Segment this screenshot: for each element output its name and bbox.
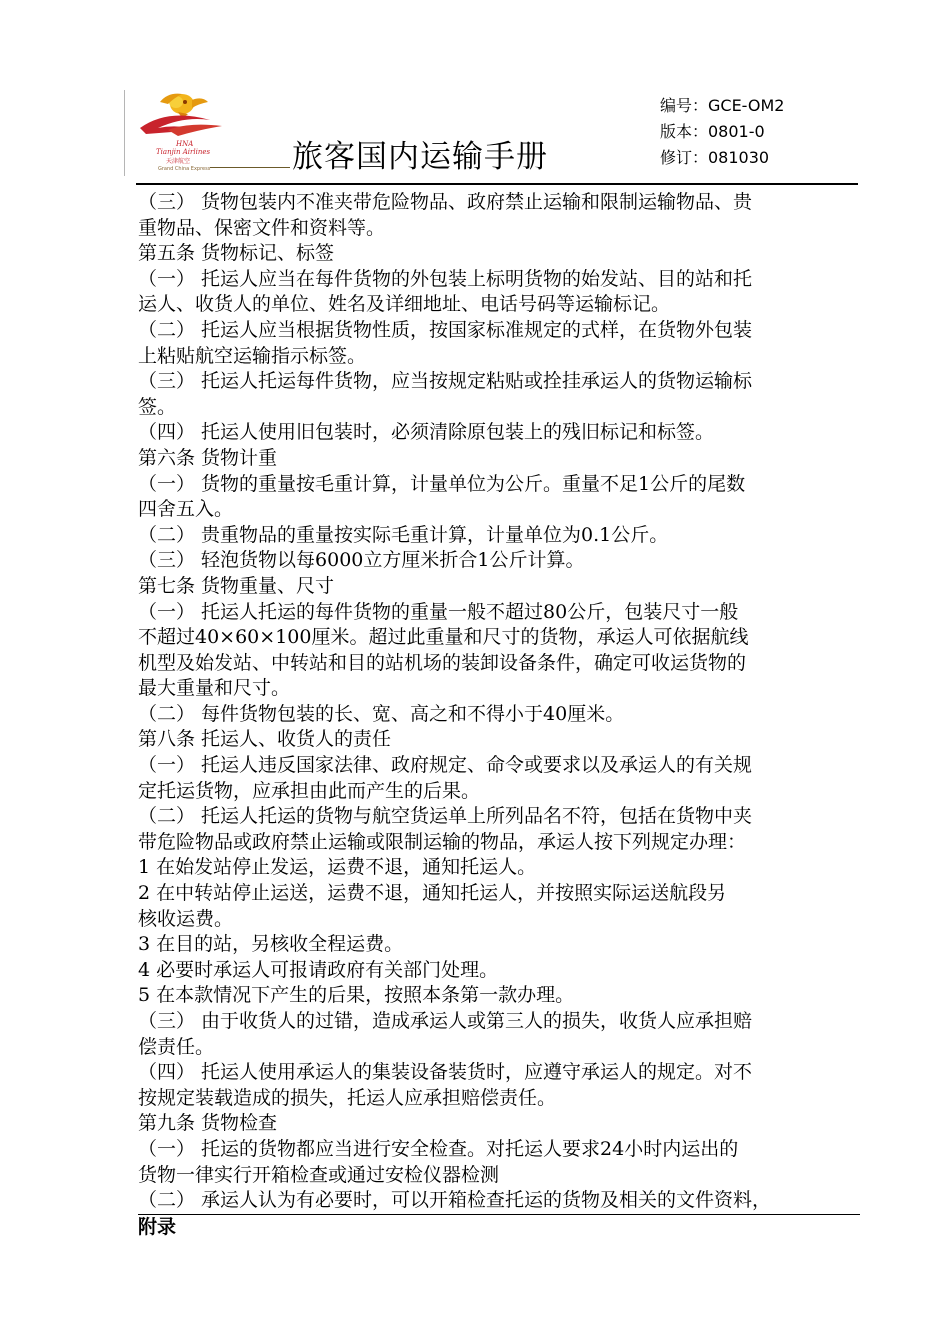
text-line: （一） 托运人托运的每件货物的重量一般不超过80公斤，包装尺寸一般 [138,600,739,623]
document-meta [660,93,784,171]
svg-text:HNA: HNA [176,140,194,148]
footer-appendix-label: 附录 [138,1216,177,1238]
text-line: 不超过40×60×100厘米。超过此重量和尺寸的货物，承运人可依据航线 [138,626,749,649]
text-line: （三） 货物包装内不准夹带危险物品、政府禁止运输和限制运输物品、贵 [138,191,753,213]
manual-title: 旅客国内运输手册 [292,139,548,175]
text-line: （三） 轻泡货物以每6000立方厘米折合1公斤计算。 [138,549,585,572]
section-heading: 第七条 货物重量、尺寸 [138,574,335,597]
text-line: 最大重量和尺寸。 [138,677,291,700]
text-line: 偿责任。 [138,1035,215,1058]
text-line: 带危险物品或政府禁止运输或限制运输的物品，承运人按下列规定办理： [138,830,747,853]
text-line: 按规定装载造成的损失，托运人应承担赔偿责任。 [138,1086,557,1109]
text-line: 四舍五入。 [138,498,234,521]
text-line: 上粘贴航空运输指示标签。 [138,344,367,367]
document-version: 版本：0801-0 [660,122,765,141]
text-line: （二） 贵重物品的重量按实际毛重计算，计量单位为0.1公斤。 [138,523,669,546]
header-divider [124,90,125,176]
text-line: 运人、收货人的单位、姓名及详细地址、电话号码等运输标记。 [138,293,671,316]
document-body [138,190,860,1215]
header-rule [136,183,858,185]
text-line: （二） 托运人应当根据货物性质，按国家标准规定的式样，在货物外包装 [138,318,753,341]
svg-text:Grand China Express: Grand China Express [158,166,211,172]
text-line: 3 在目的站，另核收全程运费。 [138,933,404,956]
text-line: 定托运货物，应承担由此而产生的后果。 [138,779,481,802]
text-line: （二） 每件货物包装的长、宽、高之和不得小于40厘米。 [138,702,625,725]
text-line: 核收运费。 [138,907,234,930]
section-heading: 第五条 货物标记、标签 [138,242,335,265]
text-line: （三） 由于收货人的过错，造成承运人或第三人的损失，收货人应承担赔 [138,1010,753,1032]
text-line: 4 必要时承运人可报请政府有关部门处理。 [138,958,499,981]
svg-text:天津航空: 天津航空 [166,158,191,165]
text-line: 签。 [138,395,177,418]
text-line: 5 在本款情况下产生的后果，按照本条第一款办理。 [138,984,575,1007]
text-line: （一） 托运的货物都应当进行安全检查。对托运人要求24小时内运出的 [138,1137,739,1160]
text-line: 重物品、保密文件和资料等。 [138,216,386,239]
text-line: （三） 托运人托运每件货物，应当按规定粘贴或拴挂承运人的货物运输标 [138,370,753,393]
text-line: （二） 托运人托运的货物与航空货运单上所列品名不符，包括在货物中夹 [138,805,753,828]
title-accent-line [210,167,290,168]
section-heading: 第六条 货物计重 [138,446,278,469]
text-line: （一） 货物的重量按毛重计算，计量单位为公斤。重量不足1公斤的尾数 [138,472,746,495]
section-heading: 第九条 货物检查 [138,1112,278,1135]
text-line: （一） 托运人违反国家法律、政府规定、命令或要求以及承运人的有关规 [138,754,753,777]
document-code: 编号：GCE-OM2 [660,96,785,115]
text-line: 机型及始发站、中转站和目的站机场的装卸设备条件，确定可收运货物的 [138,651,747,674]
document-revision: 修订：081030 [660,148,770,167]
text-line: 1 在始发站停止发运，运费不退，通知托运人。 [138,856,537,879]
text-line: （四） 托运人使用旧包装时，必须清除原包装上的残旧标记和标签。 [138,421,715,444]
text-line: 货物一律实行开箱检查或通过安检仪器检测 [138,1163,500,1186]
text-line: （四） 托运人使用承运人的集装设备装货时，应遵守承运人的规定。对不 [138,1061,753,1084]
svg-text:Tianjin Airlines: Tianjin Airlines [156,148,211,156]
section-heading: 第八条 托运人、收货人的责任 [138,728,392,751]
text-line: 2 在中转站停止运送，运费不退，通知托运人，并按照实际运送航段另 [138,882,727,905]
airline-logo [138,90,238,172]
text-line: （二） 承运人认为有必要时，可以开箱检查托运的货物及相关的文件资料， [138,1188,860,1215]
text-line: （一） 托运人应当在每件货物的外包装上标明货物的始发站、目的站和托 [138,267,753,290]
